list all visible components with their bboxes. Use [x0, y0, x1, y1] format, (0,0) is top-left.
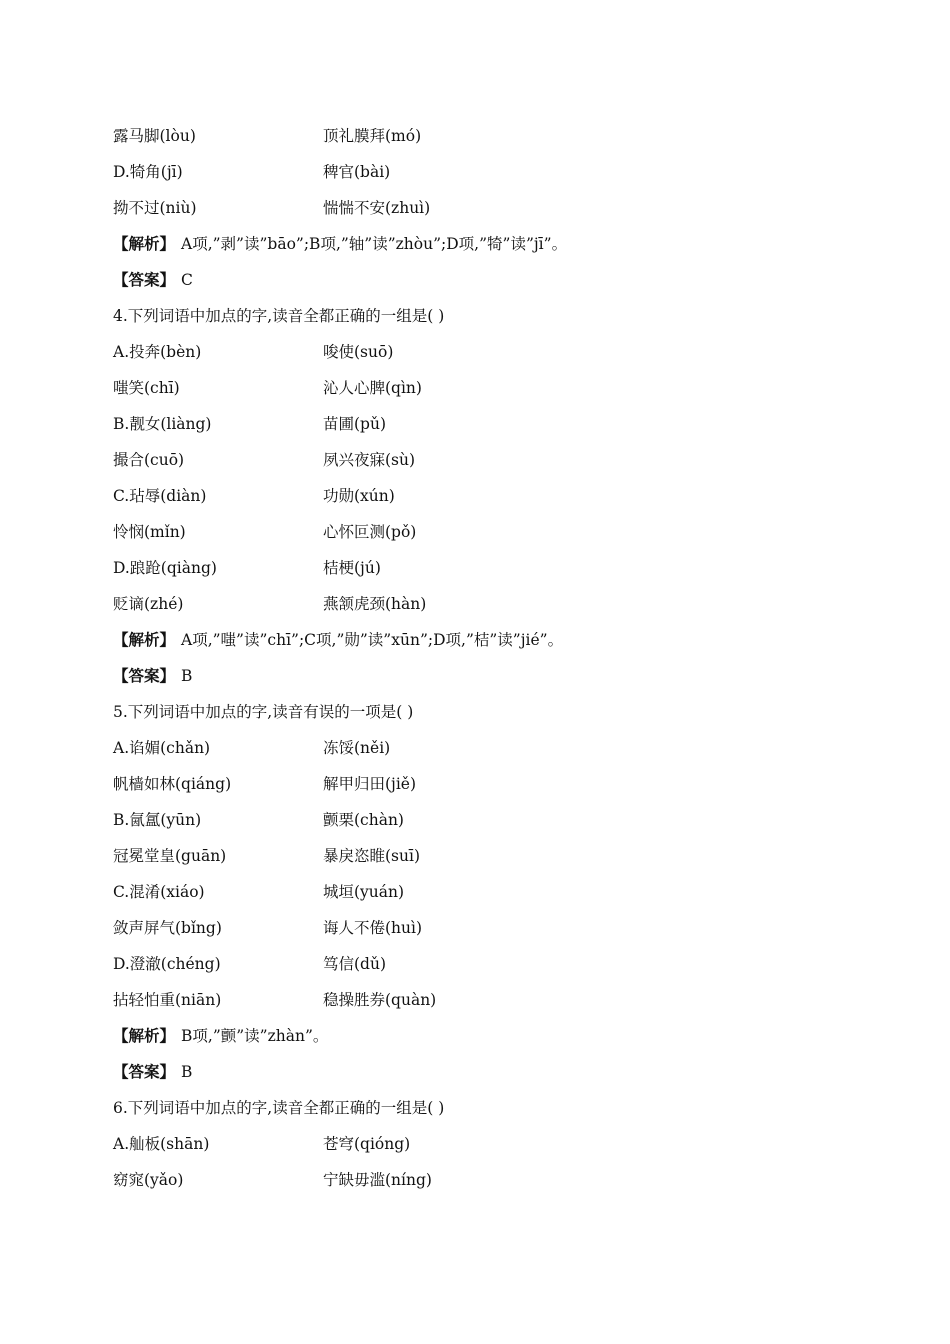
option-row	[113, 946, 833, 982]
option-row	[113, 334, 833, 370]
analysis-tag: 【解析】	[113, 1026, 176, 1045]
word-right: 稗官(bài)	[323, 163, 391, 181]
word-right: 惴惴不安(zhuì)	[323, 199, 431, 217]
word-left: 冠冕堂皇(guān)	[113, 847, 227, 865]
content	[113, 118, 833, 1198]
option-row	[113, 190, 833, 226]
word-left: 怜悯(mǐn)	[113, 523, 186, 541]
word-left: C.玷辱(diàn)	[113, 487, 207, 505]
word-left: 露马脚(lòu)	[113, 127, 196, 145]
question-stem: 6.下列词语中加点的字,读音全都正确的一组是( )	[113, 1099, 445, 1117]
analysis-tag: 【解析】	[113, 234, 176, 253]
word-right: 沁人心脾(qìn)	[323, 379, 422, 397]
option-row	[113, 1162, 833, 1198]
word-left: A.谄媚(chǎn)	[113, 739, 211, 757]
word-right: 苍穹(qióng)	[323, 1135, 411, 1153]
answer-tag: 【答案】	[113, 1062, 176, 1081]
answer-text: B	[181, 667, 193, 685]
word-right: 功勋(xún)	[323, 487, 395, 505]
option-row	[113, 1126, 833, 1162]
answer-text: C	[181, 271, 193, 289]
option-row	[113, 874, 833, 910]
analysis-line	[113, 1018, 833, 1054]
option-row	[113, 478, 833, 514]
option-row	[113, 118, 833, 154]
analysis-text: B项,”颤”读”zhàn”。	[181, 1027, 329, 1045]
analysis-text: A项,”剥”读”bāo”;B项,”轴”读”zhòu”;D项,”犄”读”jī”。	[181, 235, 568, 253]
analysis-line	[113, 226, 833, 262]
word-right: 唆使(suō)	[323, 343, 394, 361]
answer-line	[113, 1054, 833, 1090]
analysis-tag: 【解析】	[113, 630, 176, 649]
word-left: B.靓女(liàng)	[113, 415, 212, 433]
analysis-text: A项,”嗤”读”chī”;C项,”勋”读”xūn”;D项,”桔”读”jié”。	[181, 631, 564, 649]
word-right: 宁缺毋滥(níng)	[323, 1171, 432, 1189]
option-row	[113, 982, 833, 1018]
answer-tag: 【答案】	[113, 666, 176, 685]
option-row	[113, 766, 833, 802]
question-stem: 4.下列词语中加点的字,读音全都正确的一组是( )	[113, 307, 445, 325]
word-right: 颤栗(chàn)	[323, 811, 404, 829]
word-right: 城垣(yuán)	[323, 883, 405, 901]
word-right: 冻馁(něi)	[323, 739, 391, 757]
word-right: 燕颔虎颈(hàn)	[323, 595, 427, 613]
word-right: 诲人不倦(huì)	[323, 919, 423, 937]
word-right: 笃信(dǔ)	[323, 955, 386, 973]
answer-tag: 【答案】	[113, 270, 176, 289]
word-left: D.澄澈(chéng)	[113, 955, 221, 973]
option-row	[113, 802, 833, 838]
word-left: A.投奔(bèn)	[113, 343, 202, 361]
option-row	[113, 838, 833, 874]
option-row	[113, 442, 833, 478]
word-right: 稳操胜券(quàn)	[323, 991, 437, 1009]
option-row	[113, 910, 833, 946]
option-row	[113, 370, 833, 406]
word-left: 撮合(cuō)	[113, 451, 185, 469]
answer-line	[113, 262, 833, 298]
word-left: 拗不过(niù)	[113, 199, 197, 217]
answer-text: B	[181, 1063, 193, 1081]
option-row	[113, 154, 833, 190]
word-left: 贬谪(zhé)	[113, 595, 184, 613]
option-row	[113, 550, 833, 586]
word-right: 夙兴夜寐(sù)	[323, 451, 416, 469]
word-left: D.踉跄(qiàng)	[113, 559, 217, 577]
word-left: C.混淆(xiáo)	[113, 883, 205, 901]
word-right: 桔梗(jú)	[323, 559, 381, 577]
option-row	[113, 406, 833, 442]
option-row	[113, 586, 833, 622]
word-left: B.氤氲(yūn)	[113, 811, 202, 829]
word-left: 帆樯如林(qiáng)	[113, 775, 232, 793]
option-row	[113, 730, 833, 766]
word-right: 暴戾恣睢(suī)	[323, 847, 420, 865]
word-left: D.犄角(jī)	[113, 163, 183, 181]
word-right: 顶礼膜拜(mó)	[323, 127, 422, 145]
answer-line	[113, 658, 833, 694]
word-left: 窈窕(yǎo)	[113, 1171, 184, 1189]
word-right: 苗圃(pǔ)	[323, 415, 386, 433]
word-left: 拈轻怕重(niān)	[113, 991, 222, 1009]
word-left: 敛声屏气(bǐng)	[113, 919, 222, 937]
analysis-line	[113, 622, 833, 658]
word-right: 解甲归田(jiě)	[323, 775, 417, 793]
option-row	[113, 514, 833, 550]
word-left: 嗤笑(chī)	[113, 379, 180, 397]
word-left: A.舢板(shān)	[113, 1135, 210, 1153]
question-stem: 5.下列词语中加点的字,读音有误的一项是( )	[113, 703, 414, 721]
word-right: 心怀叵测(pǒ)	[323, 523, 417, 541]
